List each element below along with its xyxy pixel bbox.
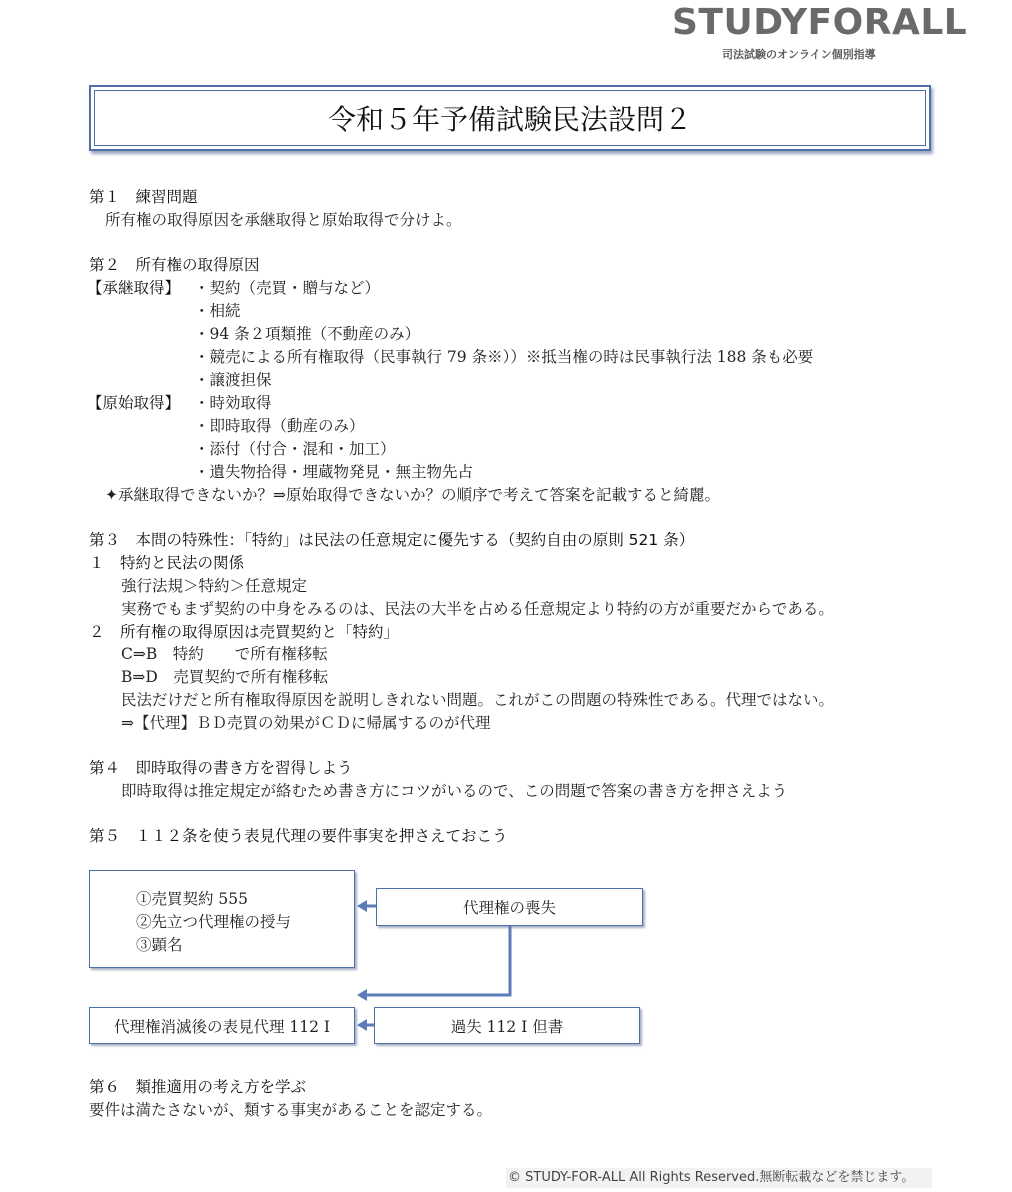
negligence-proviso-label: 過失 112 I 但書 [450,1017,564,1036]
arrow-head-icon [357,989,367,1001]
section3-sub2-line: 民法だけだと所有権取得原因を説明しきれない問題。これがこの問題の特殊性である。代理ではない。 [121,691,835,709]
section3-sub2-line: ⇒【代理】ＢＤ売買の効果がＣＤに帰属するのが代理 [121,714,491,732]
section3-sub1-heading: １ 特約と民法の関係 [89,554,245,572]
original-item: ・遺失物拾得・埋蔵物発見・無主物先占 [194,463,474,481]
requirement-item: ②先立つ代理権の授与 [136,913,292,931]
original-item: ・即時取得（動産のみ） [194,417,365,435]
original-label: 【原始取得】 [87,394,181,412]
section2-note: ✦承継取得できないか？⇒原始取得できないか？の順序で考えて答案を記載すると綺麗。 [105,486,720,504]
brand-tagline: 司法試験のオンライン個別指導 [722,48,876,61]
section4-heading: 第４ 即時取得の書き方を習得しよう [89,759,353,777]
requirement-item: ③顕名 [136,936,183,954]
arrow-to-apparent-agency [366,926,510,995]
section6-heading: 第６ 類推適用の考え方を学ぶ [89,1078,307,1096]
section4-body: 即時取得は推定規定が絡むため書き方にコツがいるので、この問題で答案の書き方を押さえよう [121,782,788,800]
succession-item: ・競売による所有権取得（民事執行 79 条※））※抵当権の時は民事執行法 188 条も必要 [194,348,814,366]
section1-body: 所有権の取得原因を承継取得と原始取得で分けよ。 [105,211,462,229]
arrow-head-icon [357,900,367,912]
requirement-item: ①売買契約 555 [136,890,249,908]
original-item: ・添付（付合・混和・加工） [194,440,396,458]
section3-sub1-line: 実務でもまず契約の中身をみるのは、民法の大半を占める任意規定より特約の方が重要だからである。 [121,600,834,618]
succession-item: ・相続 [194,302,241,320]
section5-heading: 第５ １１２条を使う表見代理の要件事実を押さえておこう [89,827,508,845]
section3-sub2-line: C⇒B 特約 で所有権移転 [121,645,328,663]
loss-of-authority-label: 代理権の喪失 [462,899,556,917]
arrow-head-icon [357,1019,367,1031]
succession-item: ・94 条２項類推（不動産のみ） [194,325,421,343]
section3-sub1-line: 強行法規＞特約＞任意規定 [121,577,308,595]
brand-logo: STUDYFORALL [672,2,968,43]
section3-heading: 第３ 本問の特殊性：「特約」は民法の任意規定に優先する（契約自由の原則 521 条） [89,531,695,549]
section6-body: 要件は満たさないが、類する事実があることを認定する。 [89,1101,493,1119]
succession-label: 【承継取得】 [87,279,181,297]
section3-sub2-heading: ２ 所有権の取得原因は売買契約と「特約」 [89,623,400,641]
section2-heading: 第２ 所有権の取得原因 [89,256,260,274]
apparent-agency-label: 代理権消滅後の表見代理 112 I [113,1017,331,1036]
page-title: 令和５年予備試験民法設問２ [94,90,926,146]
original-item: ・時効取得 [194,394,272,412]
succession-item: ・譲渡担保 [194,371,272,389]
section3-sub2-line: B⇒D 売買契約で所有権移転 [121,668,329,686]
copyright-footer: © STUDY-FOR-ALL All Rights Reserved.無断転載などを禁じます。 [506,1168,932,1188]
section1-heading: 第１ 練習問題 [89,188,198,206]
succession-item: ・契約（売買・贈与など） [194,279,381,297]
